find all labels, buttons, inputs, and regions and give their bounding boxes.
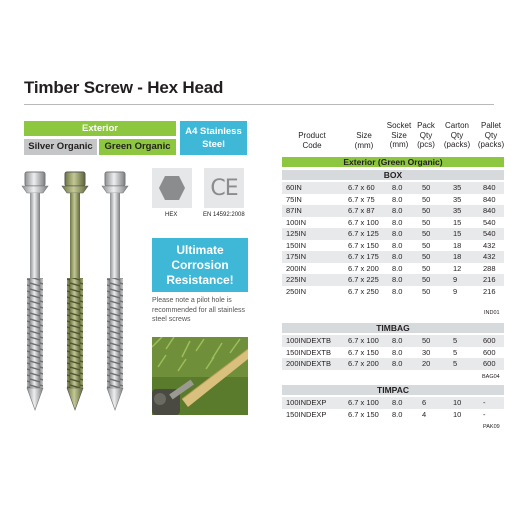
table-row [282,205,504,217]
col-header-product-line2: Code [302,140,322,150]
product-code-cell: 60IN [286,183,302,192]
socket-cell: 8.0 [392,252,403,261]
col-header-product-line1: Product [298,131,326,140]
ce-mark-icon [204,168,244,208]
socket-cell: 8.0 [392,217,403,227]
col-header-socket-line3: (mm) [389,140,409,149]
size-cell: 6.7 x 125 [348,229,379,238]
socket-cell: 8.0 [392,359,403,368]
socket-cell: 8.0 [392,263,403,273]
table-row [282,274,504,286]
timbag-subheader: TIMBAG [282,323,504,333]
pack-qty-cell: 30 [422,347,431,357]
table-row [282,335,504,347]
carton-qty-cell: 9 [453,286,458,296]
socket-cell: 8.0 [392,286,403,296]
silver-screw [22,172,48,410]
pallet-qty-cell: - [483,398,486,407]
product-code-cell: 175IN [286,252,307,261]
page-title: Timber Screw - Hex Head [24,78,224,97]
socket-cell: 8.0 [392,206,403,215]
ce-mark-text: CE [210,175,238,201]
pallet-qty-cell: 540 [483,217,496,227]
pack-qty-cell: 50 [422,206,431,215]
hex-caption: HEX [165,212,178,218]
socket-cell: 8.0 [392,229,403,238]
carton-qty-cell: 15 [453,217,462,227]
pack-qty-cell: 20 [422,359,431,368]
size-cell: 6.7 x 200 [348,359,379,368]
promo-line-1: Ultimate [176,242,224,257]
carton-qty-cell: 18 [453,240,462,250]
col-header-size-line2: (mm) [354,140,374,150]
pack-qty-cell: 50 [422,183,431,192]
col-header-size [348,131,380,150]
silver-organic-label: Silver Organic [24,139,97,155]
product-code-cell: 225IN [286,275,307,284]
green-screw [62,172,88,410]
pallet-qty-cell: 840 [483,206,496,215]
table-row [282,409,504,421]
carton-qty-cell: 10 [453,398,462,407]
carton-qty-cell: 5 [453,359,458,368]
socket-cell: 8.0 [392,409,403,419]
size-cell: 6.7 x 100 [348,217,379,227]
carton-qty-cell: 9 [453,275,458,284]
col-header-pallet-line1: Pallet [480,121,501,130]
col-header-pallet [474,121,508,150]
screw-illustrations [10,168,145,413]
installation-photo [152,337,248,415]
size-cell: 6.7 x 75 [348,194,375,204]
product-code-cell: 100IN [286,217,307,227]
product-code-cell: 150INDEXTB [286,347,332,357]
section-exterior-green: Exterior (Green Organic) [282,157,504,167]
size-cell: 6.7 x 225 [348,275,379,284]
corrosion-resistance-banner [152,238,248,292]
socket-cell: 8.0 [392,347,403,357]
table-row [282,217,504,229]
carton-qty-cell: 35 [453,194,462,204]
timbag-pack-code: BAG04 [482,374,500,380]
pack-qty-cell: 50 [422,217,431,227]
table-row [282,286,504,298]
carton-qty-cell: 18 [453,252,462,261]
pack-qty-cell: 6 [422,398,427,407]
col-header-pack-line1: Pack [417,121,435,130]
col-header-pack [414,121,438,150]
carton-qty-cell: 15 [453,229,462,238]
pallet-qty-cell: 600 [483,347,496,357]
ce-standard-caption: EN 14592:2008 [203,212,245,218]
table-row [282,194,504,206]
col-header-carton-line1: Carton [444,121,469,130]
size-cell: 6.7 x 100 [348,398,379,407]
size-cell: 6.7 x 150 [348,240,379,250]
col-header-socket-line2: Size [391,130,407,140]
exterior-header: Exterior [24,121,176,136]
pallet-qty-cell: 216 [483,275,496,284]
socket-cell: 8.0 [392,336,403,345]
col-header-carton-line3: (packs) [443,140,471,149]
table-row [282,251,504,263]
size-cell: 6.7 x 150 [348,347,379,357]
a4-stainless-label [180,121,247,155]
size-cell: 6.7 x 250 [348,286,379,296]
size-cell: 6.7 x 200 [348,263,379,273]
pallet-qty-cell: 288 [483,263,496,273]
box-pack-code: IND01 [484,310,500,316]
pallet-qty-cell: 540 [483,229,496,238]
product-code-cell: 125IN [286,229,307,238]
pallet-qty-cell: 600 [483,336,496,345]
green-organic-label: Green Organic [99,139,176,155]
pack-qty-cell: 50 [422,275,431,284]
col-header-product-code [290,131,334,150]
table-row [282,347,504,359]
table-row [282,358,504,370]
pack-qty-cell: 4 [422,409,427,419]
hex-head-icon [152,168,192,208]
product-code-cell: 150IN [286,240,307,250]
timpac-subheader: TIMPAC [282,385,504,395]
promo-line-3: Resistance! [166,272,234,287]
socket-cell: 8.0 [392,194,403,204]
size-cell: 6.7 x 175 [348,252,379,261]
col-header-pallet-line3: (packs) [477,140,505,149]
product-code-cell: 87IN [286,206,302,215]
socket-cell: 8.0 [392,275,403,284]
pack-qty-cell: 50 [422,263,431,273]
size-cell: 6.7 x 150 [348,409,379,419]
carton-qty-cell: 35 [453,183,462,192]
col-header-socket-line1: Socket [386,121,412,130]
col-header-pallet-line2: Qty [484,130,498,140]
socket-cell: 8.0 [392,240,403,250]
col-header-carton-line2: Qty [450,130,464,140]
product-code-cell: 150INDEXP [286,409,327,419]
pack-qty-cell: 50 [422,252,431,261]
pallet-qty-cell: 216 [483,286,496,296]
pilot-hole-note: Please note a pilot hole is recommended for all stainless steel screws [152,297,245,323]
col-header-carton [440,121,474,150]
product-code-cell: 100INDEXP [286,398,327,407]
pack-qty-cell: 50 [422,194,431,204]
pallet-qty-cell: 840 [483,194,496,204]
col-header-size-line1: Size [356,131,372,140]
carton-qty-cell: 35 [453,206,462,215]
size-cell: 6.7 x 60 [348,183,375,192]
table-row [282,182,504,194]
carton-qty-cell: 5 [453,347,458,357]
pallet-qty-cell: 600 [483,359,496,368]
pack-qty-cell: 50 [422,240,431,250]
size-cell: 6.7 x 100 [348,336,379,345]
title-divider [24,104,494,105]
pack-qty-cell: 50 [422,286,431,296]
table-row [282,228,504,240]
col-header-pack-line2: Qty [419,130,433,140]
table-row [282,263,504,275]
box-subheader: BOX [282,170,504,180]
pallet-qty-cell: 840 [483,183,496,192]
a4-line-1: A4 Stainless [185,126,242,137]
hexagon-icon [158,175,186,201]
pack-qty-cell: 50 [422,336,431,345]
col-header-pack-line3: (pcs) [417,140,435,149]
carton-qty-cell: 10 [453,409,462,419]
table-row [282,397,504,409]
product-code-cell: 75IN [286,194,302,204]
product-code-cell: 100INDEXTB [286,336,332,345]
stainless-screw [102,172,128,410]
timpac-pack-code: PAK09 [483,424,500,430]
socket-cell: 8.0 [392,398,403,407]
carton-qty-cell: 12 [453,263,462,273]
pack-qty-cell: 50 [422,229,431,238]
socket-cell: 8.0 [392,183,403,192]
table-row [282,240,504,252]
a4-line-2: Steel [202,139,225,150]
pallet-qty-cell: 432 [483,252,496,261]
product-code-cell: 200INDEXTB [286,359,332,368]
carton-qty-cell: 5 [453,336,458,345]
pallet-qty-cell: 432 [483,240,496,250]
size-cell: 6.7 x 87 [348,206,375,215]
promo-line-2: Corrosion [171,257,229,272]
pallet-qty-cell: - [483,409,486,419]
product-code-cell: 200IN [286,263,307,273]
col-header-socket [384,121,414,150]
product-code-cell: 250IN [286,286,307,296]
